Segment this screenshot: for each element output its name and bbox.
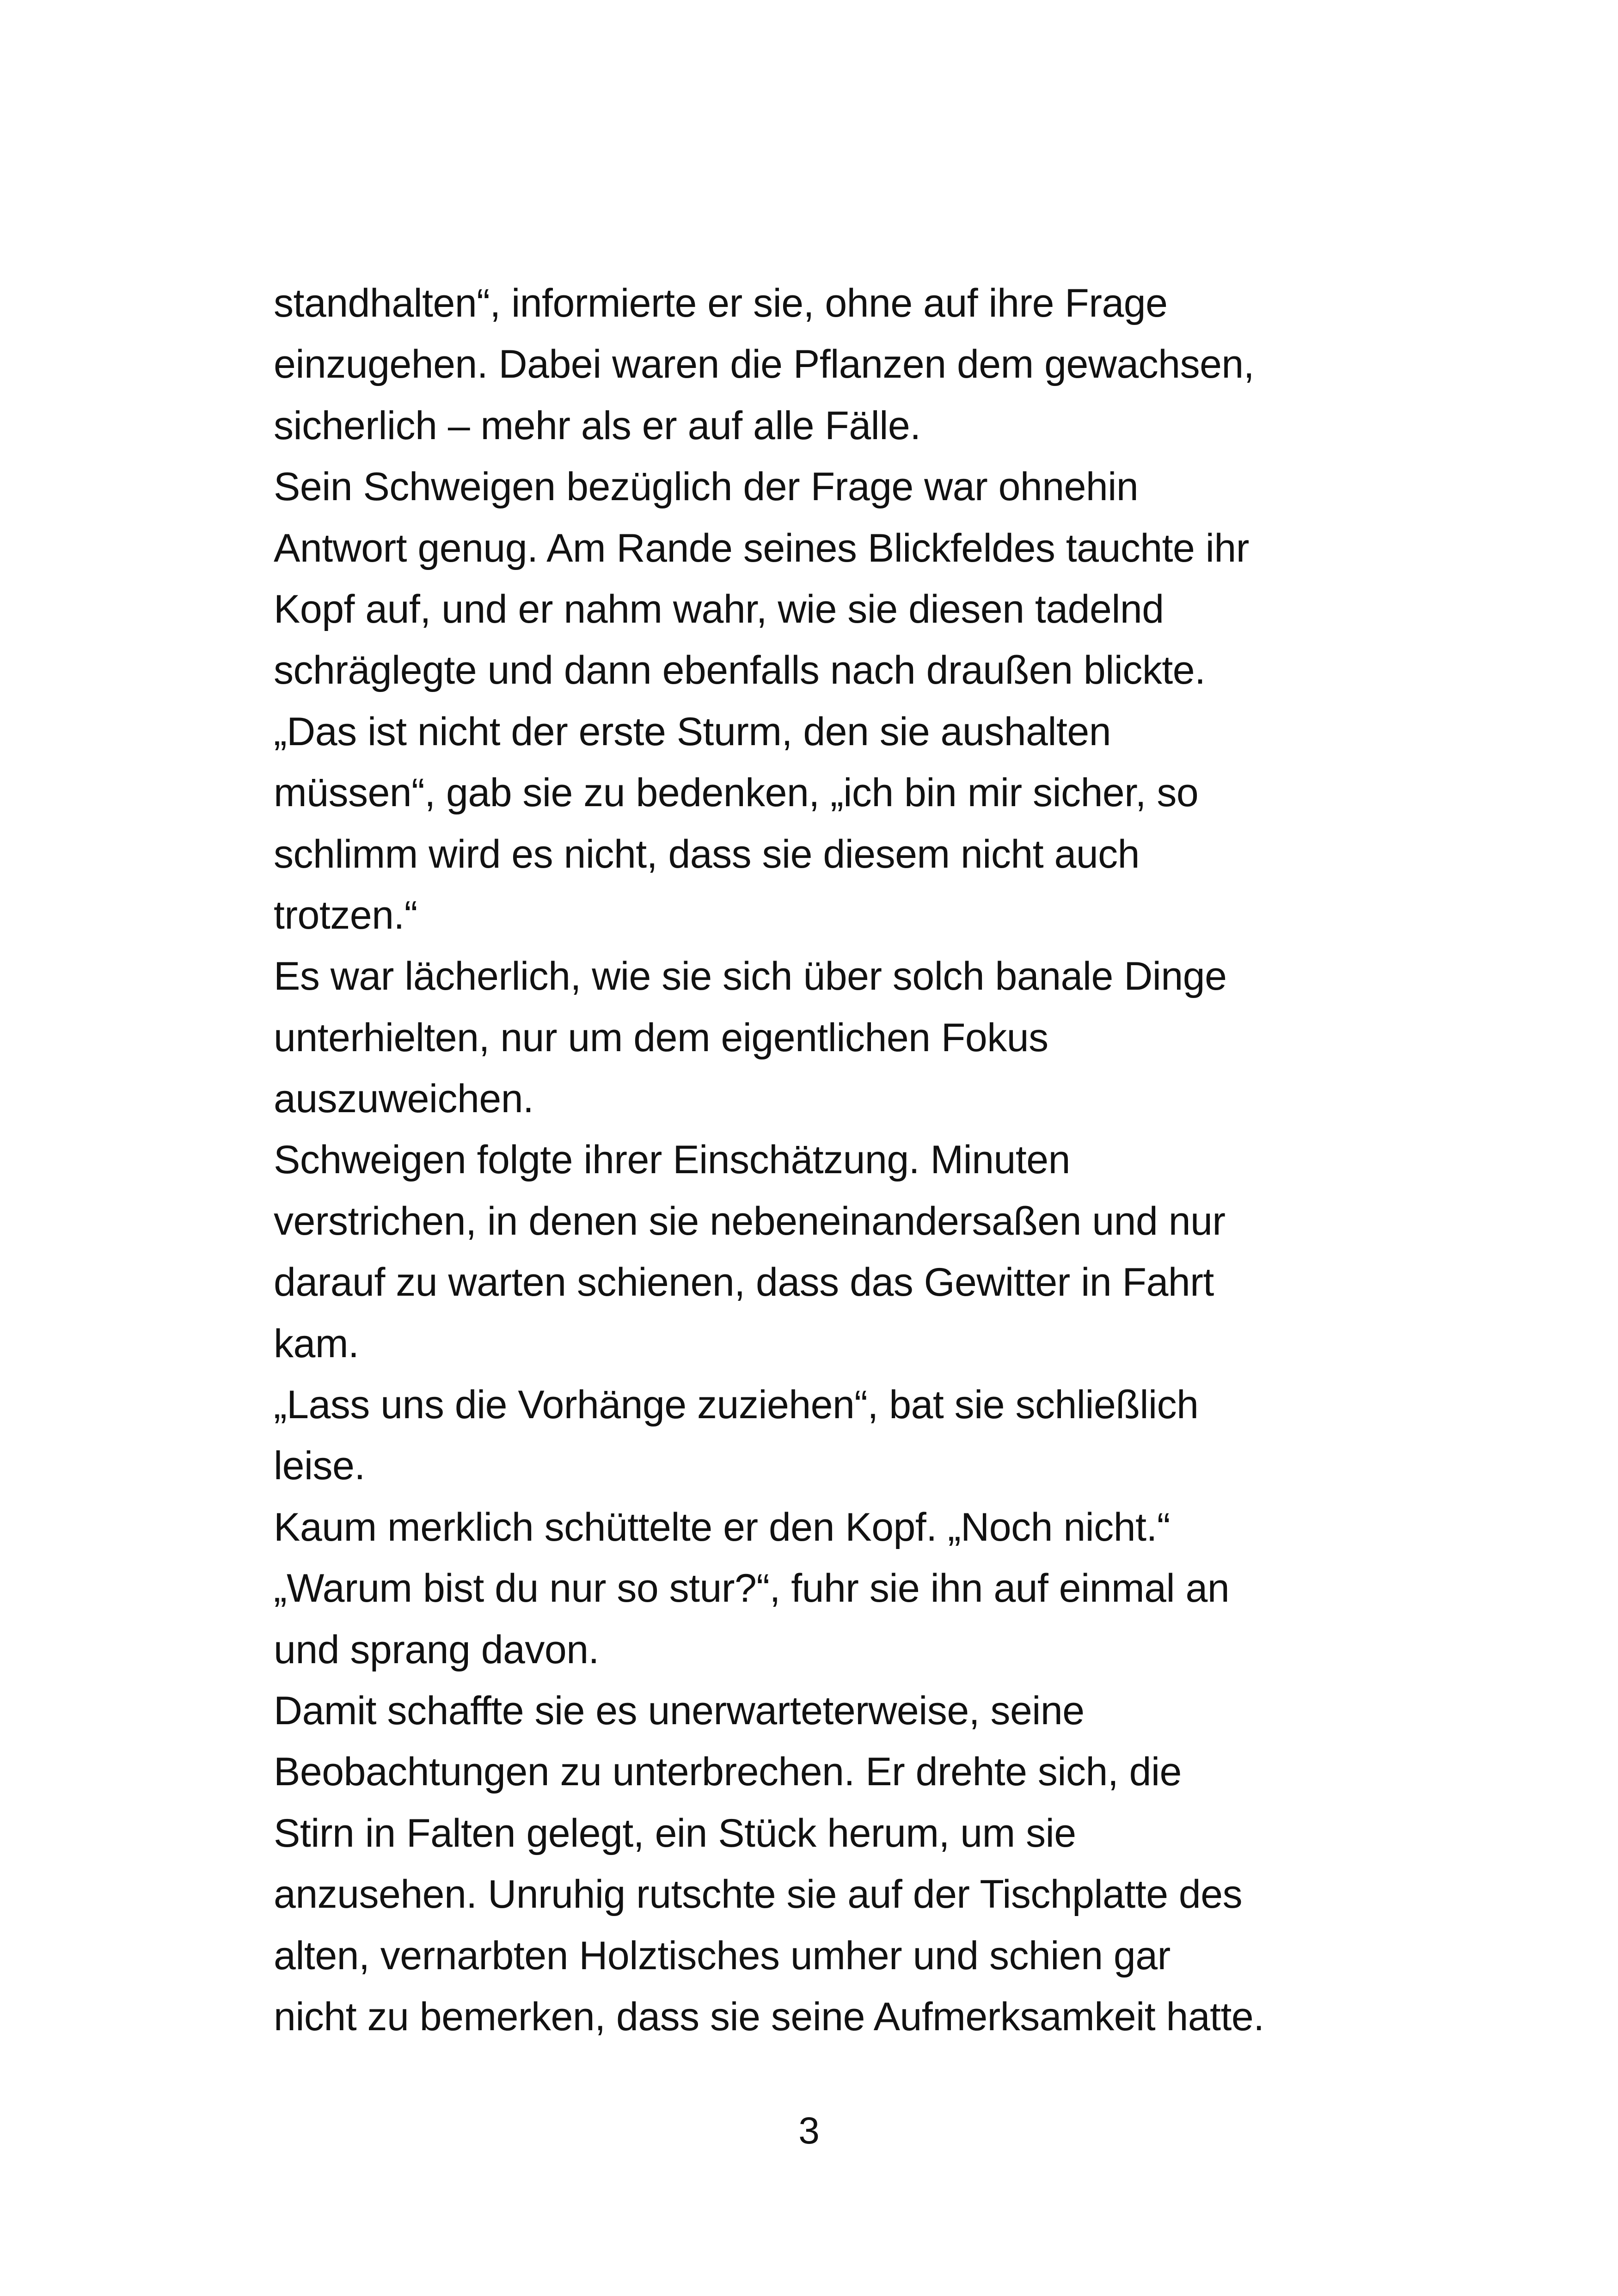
text-line: einzugehen. Dabei waren die Pflanzen dem gewachsen, [274, 342, 1255, 387]
text-line: sicherlich – mehr als er auf alle Fälle. [274, 403, 921, 448]
text-line: auszuweichen. [274, 1077, 534, 1121]
text-line: Sein Schweigen bezüglich der Frage war ohnehin [274, 465, 1139, 509]
text-line: alten, vernarbten Holztisches umher und schien gar [274, 1933, 1171, 1978]
text-line: standhalten“, informierte er sie, ohne auf ihre Frage [274, 281, 1168, 325]
text-line: „Das ist nicht der erste Sturm, den sie aushalten [274, 709, 1111, 754]
text-line: leise. [274, 1444, 365, 1488]
text-line: unterhielten, nur um dem eigentlichen Fokus [274, 1015, 1048, 1060]
text-line: Kopf auf, und er nahm wahr, wie sie diesen tadelnd [274, 587, 1164, 631]
text-line: Beobachtungen zu unterbrechen. Er drehte sich, die [274, 1750, 1182, 1794]
text-line: trotzen.“ [274, 893, 417, 937]
text-line: Es war lächerlich, wie sie sich über solch banale Dinge [274, 954, 1227, 999]
text-line: darauf zu warten schienen, dass das Gewitter in Fahrt [274, 1260, 1214, 1305]
text-line: schräglegte und dann ebenfalls nach draußen blickte. [274, 648, 1206, 693]
text-line: anzusehen. Unruhig rutschte sie auf der Tischplatte des [274, 1872, 1243, 1917]
text-line: müssen“, gab sie zu bedenken, „ich bin mir sicher, so [274, 771, 1199, 815]
text-line: nicht zu bemerken, dass sie seine Aufmerksamkeit hatte. [274, 1994, 1264, 2039]
text-line: „Warum bist du nur so stur?“, fuhr sie ihn auf einmal an [274, 1566, 1230, 1611]
text-line: Antwort genug. Am Rande seines Blickfeldes tauchte ihr [274, 526, 1249, 570]
text-line: Kaum merklich schüttelte er den Kopf. „Noch nicht.“ [274, 1505, 1171, 1549]
body-text [274, 273, 1392, 2047]
text-line: Damit schaffte sie es unerwarteterweise, seine [274, 1688, 1085, 1733]
text-line: und sprang davon. [274, 1627, 599, 1672]
text-line: schlimm wird es nicht, dass sie diesem nicht auch [274, 832, 1140, 876]
text-line: „Lass uns die Vorhänge zuziehen“, bat sie schließlich [274, 1383, 1199, 1427]
text-line: Schweigen folgte ihrer Einschätzung. Minuten [274, 1138, 1070, 1182]
text-line: kam. [274, 1321, 359, 1366]
text-line: Stirn in Falten gelegt, ein Stück herum, um sie [274, 1811, 1076, 1855]
page-number: 3 [798, 2110, 820, 2152]
text-line: verstrichen, in denen sie nebeneinandersaßen und nur [274, 1199, 1226, 1243]
